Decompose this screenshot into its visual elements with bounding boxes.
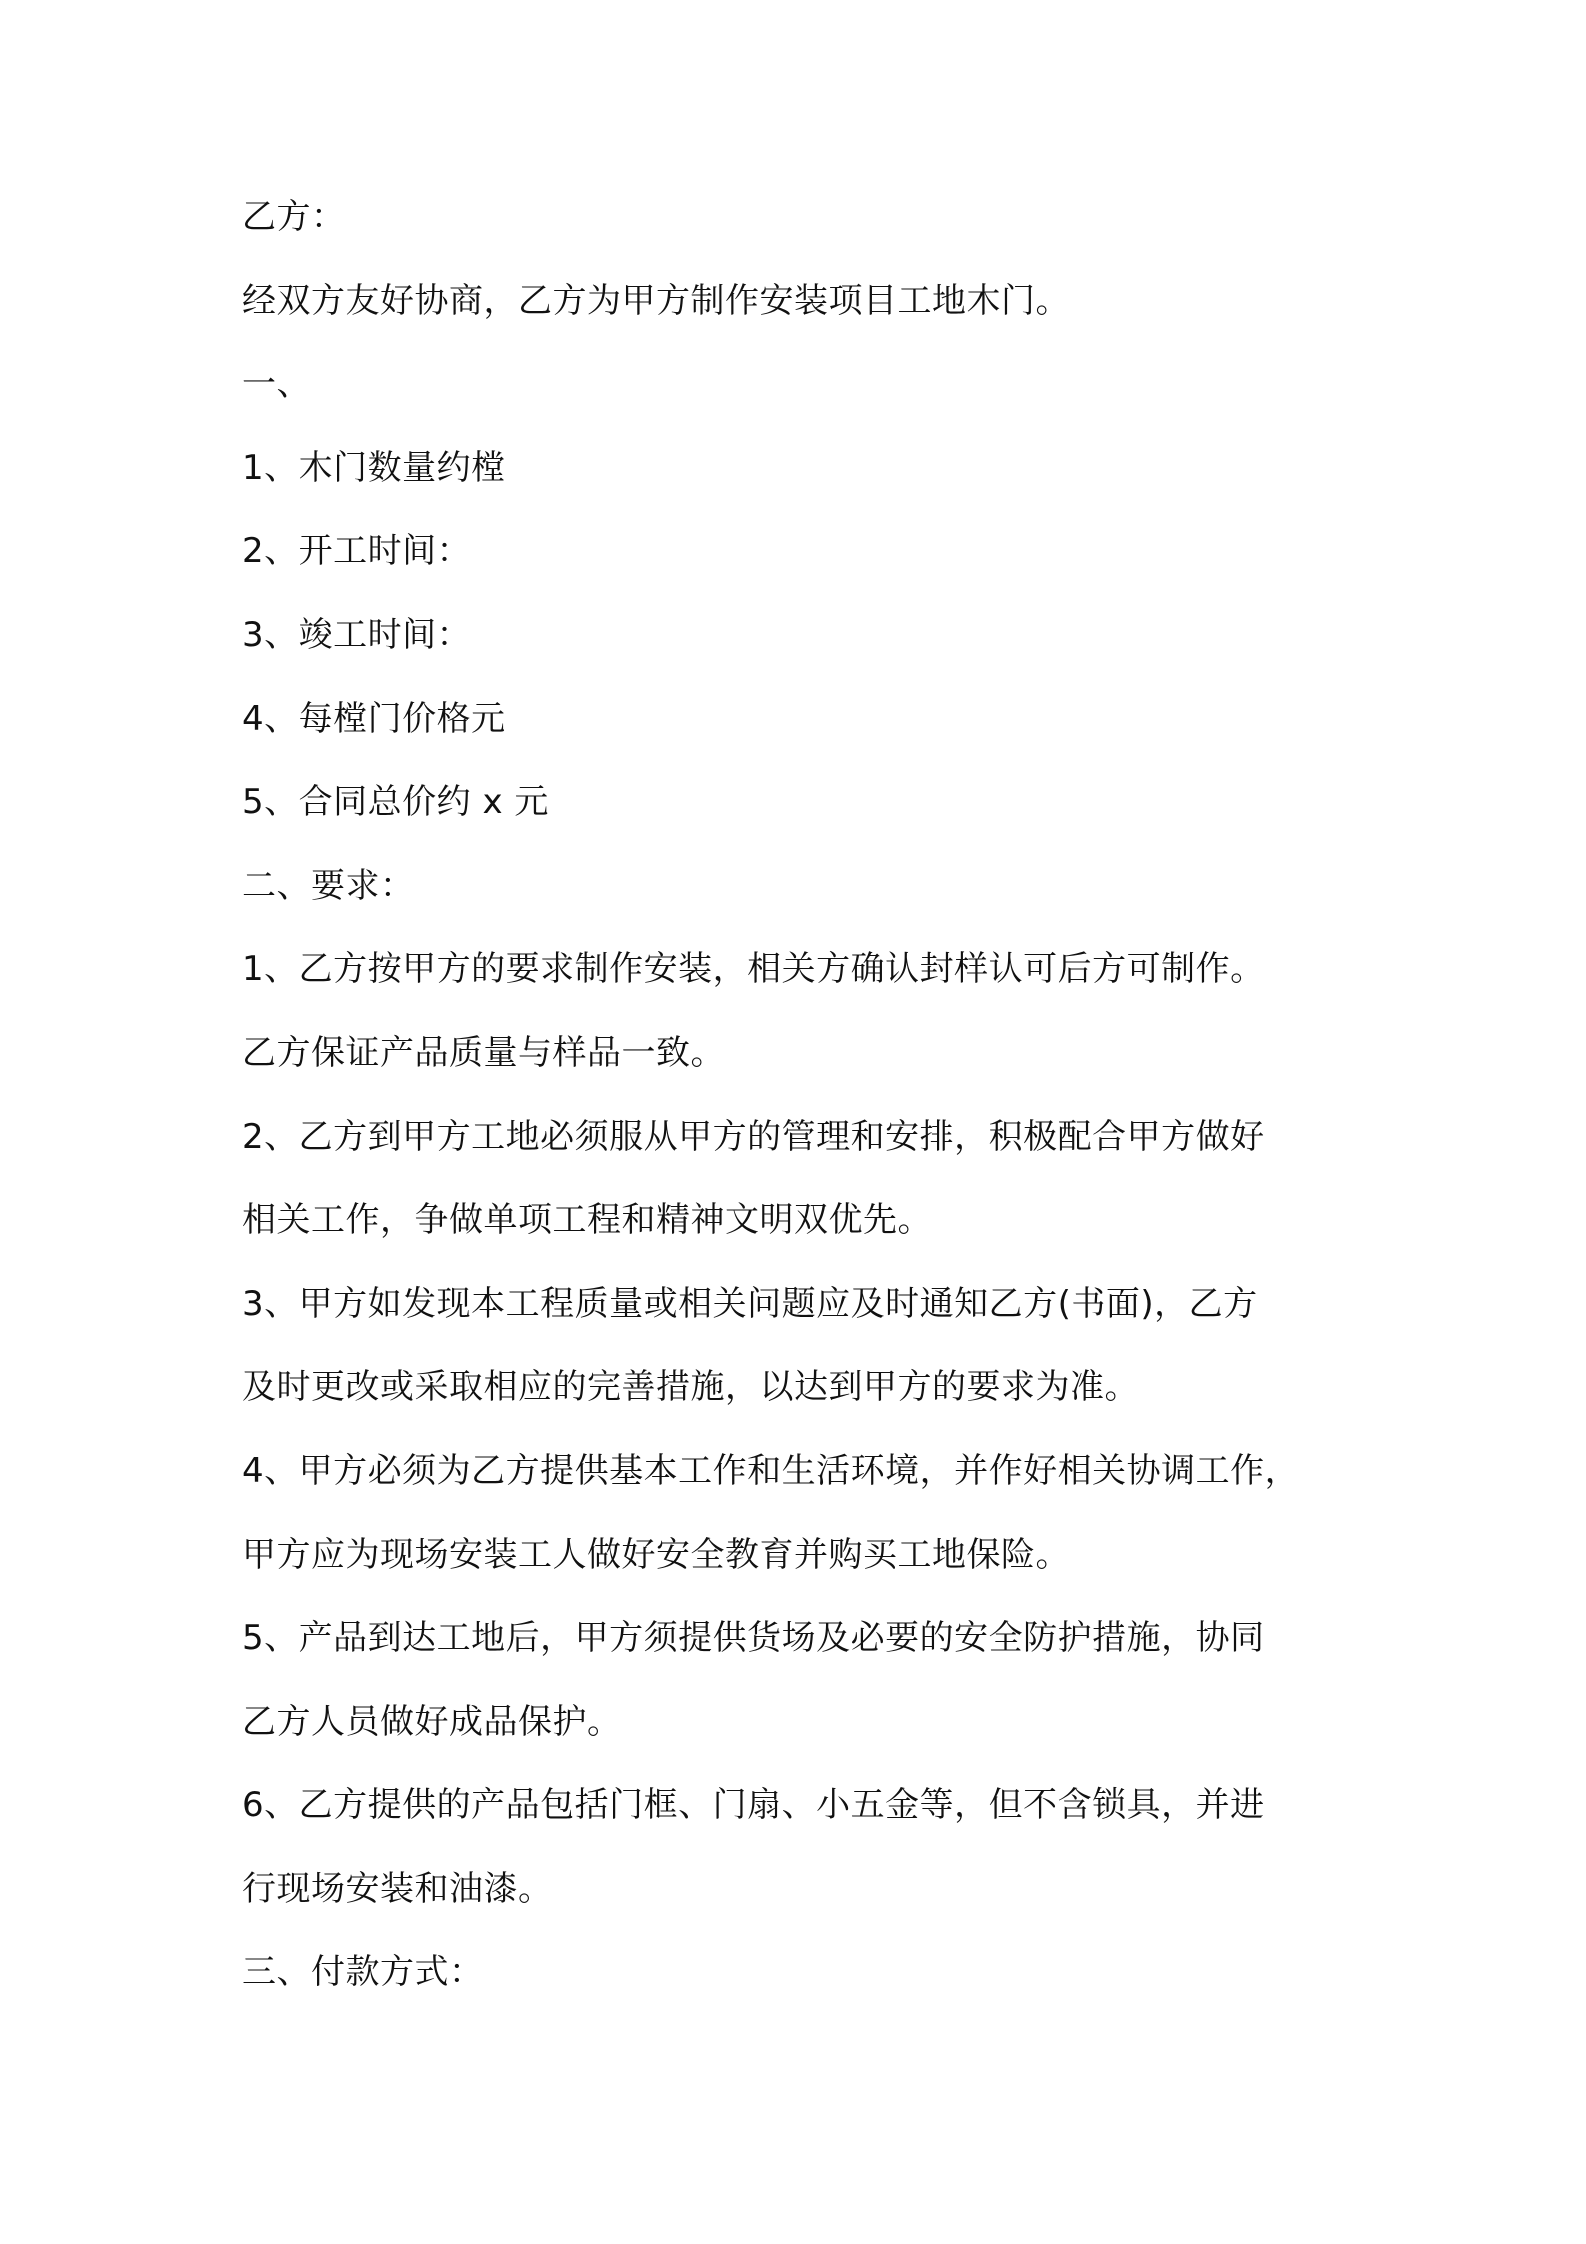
requirement-2-line-1: 2、乙方到甲方工地必须服从甲方的管理和安排，积极配合甲方做好 bbox=[242, 1116, 1265, 1157]
requirement-1-line-2: 乙方保证产品质量与样品一致。 bbox=[242, 1032, 725, 1073]
item-door-quantity: 1、木门数量约樘 bbox=[242, 447, 506, 488]
item-completion-date: 3、竣工时间： bbox=[242, 614, 472, 655]
requirement-6-line-2: 行现场安装和油漆。 bbox=[242, 1868, 553, 1909]
requirement-5-line-2: 乙方人员做好成品保护。 bbox=[242, 1701, 622, 1742]
requirement-2-line-2: 相关工作，争做单项工程和精神文明双优先。 bbox=[242, 1200, 932, 1241]
requirement-4-line-2: 甲方应为现场安装工人做好安全教育并购买工地保险。 bbox=[242, 1534, 1070, 1575]
section-1-heading: 一、 bbox=[242, 364, 311, 405]
requirement-5-line-1: 5、产品到达工地后，甲方须提供货场及必要的安全防护措施，协同 bbox=[242, 1618, 1265, 1659]
requirement-6-line-1: 6、乙方提供的产品包括门框、门扇、小五金等，但不含锁具，并进 bbox=[242, 1785, 1265, 1826]
document-body bbox=[242, 196, 1382, 2035]
item-total-price: 5、合同总价约 x 元 bbox=[242, 782, 549, 823]
requirement-1-line-1: 1、乙方按甲方的要求制作安装，相关方确认封样认可后方可制作。 bbox=[242, 949, 1265, 990]
section-2-heading: 二、要求： bbox=[242, 865, 415, 906]
item-unit-price: 4、每樘门价格元 bbox=[242, 698, 506, 739]
requirement-3-line-1: 3、甲方如发现本工程质量或相关问题应及时通知乙方(书面)，乙方 bbox=[242, 1283, 1258, 1324]
intro-paragraph: 经双方友好协商，乙方为甲方制作安装项目工地木门。 bbox=[242, 280, 1070, 321]
item-start-date: 2、开工时间： bbox=[242, 531, 472, 572]
requirement-3-line-2: 及时更改或采取相应的完善措施，以达到甲方的要求为准。 bbox=[242, 1367, 1139, 1408]
requirement-4-line-1: 4、甲方必须为乙方提供基本工作和生活环境，并作好相关协调工作， bbox=[242, 1450, 1300, 1491]
party-b-label: 乙方： bbox=[242, 197, 346, 237]
section-3-heading: 三、付款方式： bbox=[242, 1952, 484, 1993]
